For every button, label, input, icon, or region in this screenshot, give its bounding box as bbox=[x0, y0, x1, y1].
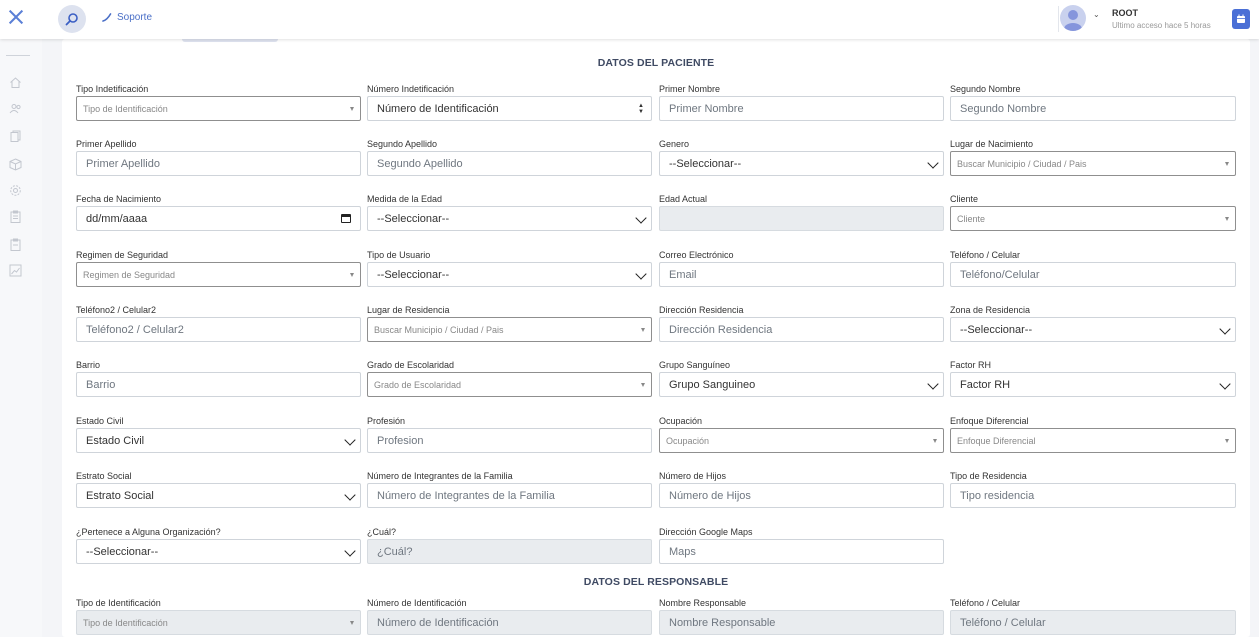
grado-de-escolaridad-value: Grado de Escolaridad bbox=[374, 379, 462, 390]
caret-down-icon bbox=[933, 439, 937, 443]
telefono2-celular2-input[interactable] bbox=[76, 317, 361, 342]
medida-de-la-edad-value: --Seleccionar-- bbox=[377, 212, 450, 225]
lugar-de-nacimiento-value: Buscar Municipio / Ciudad / Pais bbox=[957, 158, 1087, 169]
correo-electronico-value: Email bbox=[669, 268, 697, 281]
numero-de-hijos-value: Número de Hijos bbox=[669, 489, 751, 502]
numero-de-identificacion-value: Número de Identificación bbox=[377, 616, 499, 629]
label-barrio: Barrio bbox=[76, 360, 101, 370]
segundo-apellido-value: Segundo Apellido bbox=[377, 157, 463, 170]
label-enfoque-diferencial: Enfoque Diferencial bbox=[950, 416, 1029, 426]
medida-de-la-edad-select[interactable] bbox=[367, 206, 652, 231]
ocupacion-select[interactable] bbox=[659, 428, 944, 453]
numero-de-integrantes-de-la-familia-value: Número de Integrantes de la Familia bbox=[377, 489, 555, 502]
label-cliente: Cliente bbox=[950, 194, 979, 204]
nombre-responsable-input[interactable] bbox=[659, 610, 944, 635]
calendar-button[interactable] bbox=[1232, 9, 1250, 29]
direccion-google-maps-value: Maps bbox=[669, 545, 696, 558]
patient-section-title: DATOS DEL PACIENTE bbox=[597, 57, 715, 69]
box-icon[interactable] bbox=[9, 158, 22, 171]
fecha-de-nacimiento-date-input[interactable] bbox=[76, 206, 361, 231]
tipo-de-residencia-input[interactable] bbox=[950, 483, 1236, 508]
factor-rh-select[interactable] bbox=[950, 372, 1236, 397]
label-telefono-celular: Teléfono / Celular bbox=[950, 598, 1021, 608]
telefono-celular-value: Teléfono / Celular bbox=[960, 616, 1046, 629]
label-profesion: Profesión bbox=[367, 416, 406, 426]
label-factor-rh: Factor RH bbox=[950, 360, 992, 370]
label-genero: Genero bbox=[659, 139, 690, 149]
primer-apellido-value: Primer Apellido bbox=[86, 157, 160, 170]
support-link[interactable] bbox=[102, 12, 152, 23]
card-tab-indicator bbox=[182, 39, 278, 42]
ocupacion-value: Ocupación bbox=[666, 435, 710, 446]
label-segundo-nombre: Segundo Nombre bbox=[950, 84, 1021, 94]
segundo-nombre-input[interactable] bbox=[950, 96, 1236, 121]
support-label: Soporte bbox=[117, 12, 153, 23]
estrato-social-value: Estrato Social bbox=[86, 489, 154, 502]
patient-form-card bbox=[62, 39, 1250, 637]
home-icon[interactable] bbox=[9, 76, 22, 89]
cliente-value: Cliente bbox=[957, 213, 986, 224]
label-tipo-indetificacion: Tipo Indetificación bbox=[76, 84, 149, 94]
label-ocupacion: Ocupación bbox=[659, 416, 703, 426]
label-nombre-responsable: Nombre Responsable bbox=[659, 598, 747, 608]
cual-value: ¿Cuál? bbox=[377, 545, 413, 558]
label-tipo-de-residencia: Tipo de Residencia bbox=[950, 471, 1027, 481]
barrio-input[interactable] bbox=[76, 372, 361, 397]
chevron-down-icon[interactable]: ⌄ bbox=[1093, 10, 1100, 19]
primer-nombre-value: Primer Nombre bbox=[669, 102, 744, 115]
tipo-indetificacion-value: Tipo de Identificación bbox=[83, 103, 168, 114]
search-icon bbox=[65, 12, 79, 26]
caret-down-icon bbox=[1225, 217, 1229, 221]
telefono-celular-input[interactable] bbox=[950, 262, 1236, 287]
profesion-input[interactable] bbox=[367, 428, 652, 453]
primer-apellido-input[interactable] bbox=[76, 151, 361, 176]
settings-icon[interactable] bbox=[9, 184, 22, 197]
label-numero-de-hijos: Número de Hijos bbox=[659, 471, 727, 481]
direccion-residencia-input[interactable] bbox=[659, 317, 944, 342]
label-regimen-de-seguridad: Regimen de Seguridad bbox=[76, 250, 169, 260]
zona-de-residencia-select[interactable] bbox=[950, 317, 1236, 342]
telefono-celular-value: Teléfono/Celular bbox=[960, 268, 1040, 281]
divider bbox=[1058, 6, 1059, 32]
estado-civil-select[interactable] bbox=[76, 428, 361, 453]
label-direccion-google-maps: Dirección Google Maps bbox=[659, 527, 753, 537]
nombre-responsable-value: Nombre Responsable bbox=[669, 616, 776, 629]
pertenece-a-alguna-organizacion-select[interactable] bbox=[76, 539, 361, 564]
segundo-nombre-value: Segundo Nombre bbox=[960, 102, 1047, 115]
label-fecha-de-nacimiento: Fecha de Nacimiento bbox=[76, 194, 162, 204]
documents-icon[interactable] bbox=[9, 130, 22, 143]
primer-nombre-input[interactable] bbox=[659, 96, 944, 121]
user-avatar-icon bbox=[1060, 5, 1086, 31]
phone-icon bbox=[102, 13, 112, 23]
top-bar bbox=[0, 0, 1259, 39]
clipboard-list-icon[interactable] bbox=[9, 238, 22, 251]
direccion-google-maps-input[interactable] bbox=[659, 539, 944, 564]
grupo-sanguineo-select[interactable] bbox=[659, 372, 944, 397]
calendar-icon[interactable] bbox=[341, 214, 351, 223]
label-primer-nombre: Primer Nombre bbox=[659, 84, 721, 94]
fecha-de-nacimiento-value: dd/mm/aaaa bbox=[86, 212, 148, 225]
caret-down-icon bbox=[641, 383, 645, 387]
label-lugar-de-nacimiento: Lugar de Nacimiento bbox=[950, 139, 1034, 149]
sidebar-divider bbox=[6, 55, 30, 56]
regimen-de-seguridad-value: Regimen de Seguridad bbox=[83, 269, 176, 280]
numero-de-identificacion-input[interactable] bbox=[367, 610, 652, 635]
zona-de-residencia-value: --Seleccionar-- bbox=[960, 323, 1033, 336]
numero-indetificacion-input[interactable] bbox=[367, 96, 652, 121]
chart-icon[interactable] bbox=[9, 264, 22, 277]
spinner-icon[interactable]: ▲ ▼ bbox=[638, 103, 644, 115]
tipo-de-residencia-value: Tipo residencia bbox=[960, 489, 1035, 502]
caret-down-icon bbox=[350, 621, 354, 625]
lugar-de-nacimiento-select[interactable] bbox=[950, 151, 1236, 176]
label-numero-de-identificacion: Número de Identificación bbox=[367, 598, 467, 608]
cual-input[interactable] bbox=[367, 539, 652, 564]
caret-down-icon bbox=[1225, 439, 1229, 443]
genero-value: --Seleccionar-- bbox=[669, 157, 742, 170]
label-estrato-social: Estrato Social bbox=[76, 471, 132, 481]
estrato-social-select[interactable] bbox=[76, 483, 361, 508]
user-name: ROOT bbox=[1112, 8, 1138, 18]
label-telefono-celular: Teléfono / Celular bbox=[950, 250, 1021, 260]
caret-down-icon bbox=[641, 328, 645, 332]
sidebar bbox=[0, 39, 42, 637]
label-primer-apellido: Primer Apellido bbox=[76, 139, 137, 149]
tipo-de-usuario-select[interactable] bbox=[367, 262, 652, 287]
telefono2-celular2-value: Teléfono2 / Celular2 bbox=[86, 323, 184, 336]
numero-de-hijos-input[interactable] bbox=[659, 483, 944, 508]
numero-de-integrantes-de-la-familia-input[interactable] bbox=[367, 483, 652, 508]
label-estado-civil: Estado Civil bbox=[76, 416, 124, 426]
label-tipo-de-identificacion: Tipo de Identificación bbox=[76, 598, 161, 608]
telefono-celular-input[interactable] bbox=[950, 610, 1236, 635]
label-grupo-sanguineo: Grupo Sanguíneo bbox=[659, 360, 731, 370]
grupo-sanguineo-value: Grupo Sanguineo bbox=[669, 378, 756, 391]
caret-down-icon bbox=[350, 107, 354, 111]
genero-select[interactable] bbox=[659, 151, 944, 176]
enfoque-diferencial-select[interactable] bbox=[950, 428, 1236, 453]
label-lugar-de-residencia: Lugar de Residencia bbox=[367, 305, 450, 315]
direccion-residencia-value: Dirección Residencia bbox=[669, 323, 773, 336]
regimen-de-seguridad-select[interactable] bbox=[76, 262, 361, 287]
calendar-icon bbox=[1236, 14, 1246, 24]
lugar-de-residencia-value: Buscar Municipio / Ciudad / Pais bbox=[374, 324, 504, 335]
label-segundo-apellido: Segundo Apellido bbox=[367, 139, 438, 149]
label-pertenece-a-alguna-organizacion: ¿Pertenece a Alguna Organización? bbox=[76, 527, 221, 537]
responsible-section-title: DATOS DEL RESPONSABLE bbox=[583, 576, 729, 588]
enfoque-diferencial-value: Enfoque Diferencial bbox=[957, 435, 1036, 446]
factor-rh-value: Factor RH bbox=[960, 378, 1011, 391]
search-button[interactable] bbox=[58, 5, 86, 33]
caret-down-icon bbox=[1225, 162, 1229, 166]
barrio-value: Barrio bbox=[86, 378, 116, 391]
pertenece-a-alguna-organizacion-value: --Seleccionar-- bbox=[86, 545, 159, 558]
cliente-select[interactable] bbox=[950, 206, 1236, 231]
label-direccion-residencia: Dirección Residencia bbox=[659, 305, 744, 315]
correo-electronico-input[interactable] bbox=[659, 262, 944, 287]
numero-indetificacion-value: Número de Identificación bbox=[377, 102, 499, 115]
clipboard-icon[interactable] bbox=[9, 210, 22, 223]
estado-civil-value: Estado Civil bbox=[86, 434, 145, 447]
last-access: Ultimo acceso hace 5 horas bbox=[1112, 21, 1211, 30]
tipo-de-identificacion-value: Tipo de Identificación bbox=[83, 617, 168, 628]
profesion-value: Profesion bbox=[377, 434, 424, 447]
close-icon[interactable] bbox=[9, 10, 23, 24]
tipo-de-usuario-value: --Seleccionar-- bbox=[377, 268, 450, 281]
label-grado-de-escolaridad: Grado de Escolaridad bbox=[367, 360, 455, 370]
caret-down-icon bbox=[350, 273, 354, 277]
tipo-de-identificacion-select[interactable] bbox=[76, 610, 361, 635]
grado-de-escolaridad-select[interactable] bbox=[367, 372, 652, 397]
label-correo-electronico: Correo Electrónico bbox=[659, 250, 734, 260]
segundo-apellido-input[interactable] bbox=[367, 151, 652, 176]
label-edad-actual: Edad Actual bbox=[659, 194, 708, 204]
tipo-indetificacion-select[interactable] bbox=[76, 96, 361, 121]
label-medida-de-la-edad: Medida de la Edad bbox=[367, 194, 443, 204]
label-cual: ¿Cuál? bbox=[367, 527, 397, 537]
label-numero-de-integrantes-de-la-familia: Número de Integrantes de la Familia bbox=[367, 471, 513, 481]
label-zona-de-residencia: Zona de Residencia bbox=[950, 305, 1031, 315]
label-tipo-de-usuario: Tipo de Usuario bbox=[367, 250, 431, 260]
avatar[interactable] bbox=[1060, 5, 1086, 31]
label-numero-indetificacion: Número Indetificación bbox=[367, 84, 455, 94]
edad-actual-input[interactable] bbox=[659, 206, 944, 231]
label-telefono2-celular2: Teléfono2 / Celular2 bbox=[76, 305, 157, 315]
lugar-de-residencia-select[interactable] bbox=[367, 317, 652, 342]
users-icon[interactable] bbox=[9, 102, 22, 115]
